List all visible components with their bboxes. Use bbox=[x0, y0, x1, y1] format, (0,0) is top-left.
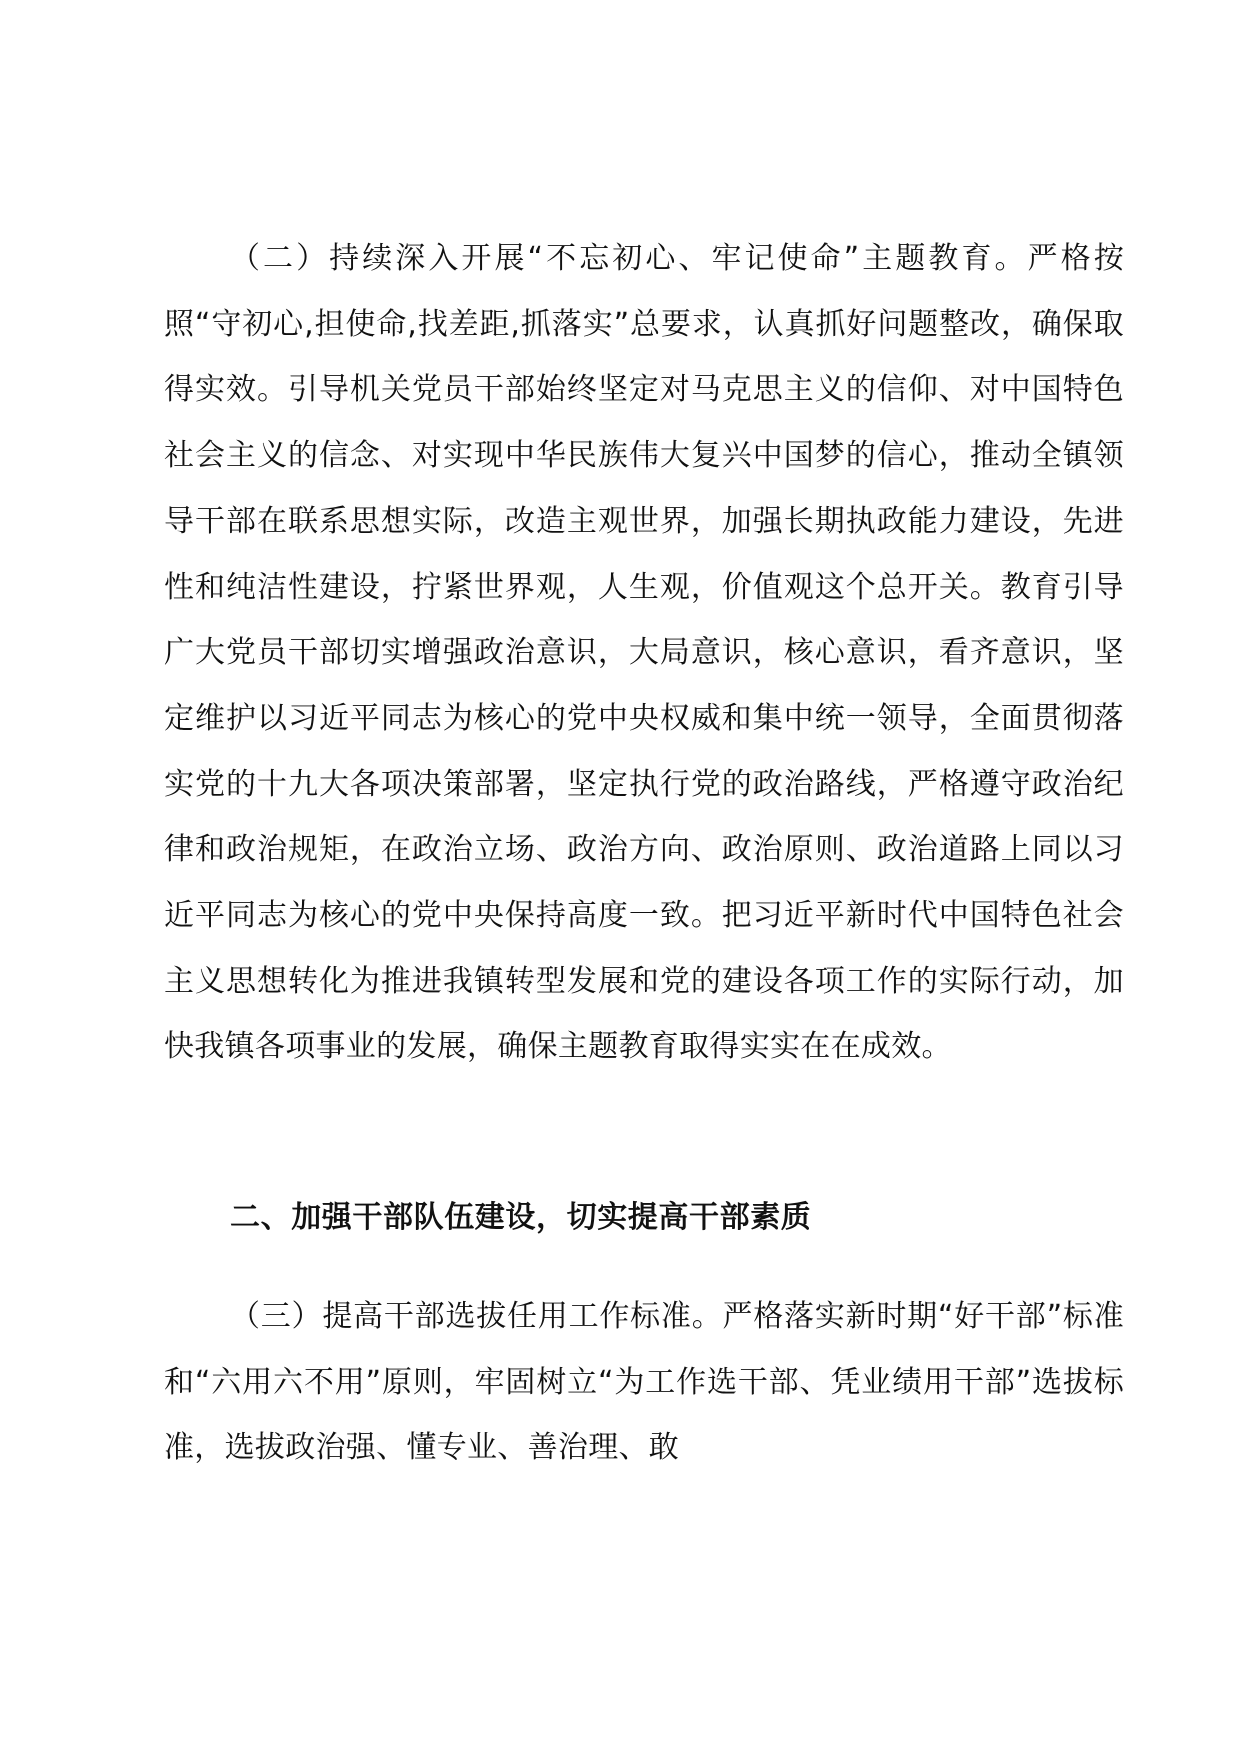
paragraph-theme-education: （二）持续深入开展“不忘初心、牢记使命”主题教育。严格按照“守初心,担使命,找差距,抓落实”总要求，认真抓好问题整改，确保取得实效。引导机关党员干部始终坚定对马克思主义的信仰、对中国特色社会主义的信念、对实现中华民族伟大复兴中国梦的信心，推动全镇领导干部在联系思想实际，改造主观世界，加强长期执政能力建设，先进性和纯洁性建设，拧紧世界观，人生观，价值观这个总开关。教育引导广大党员干部切实增强政治意识，大局意识，核心意识，看齐意识，坚定维护以习近平同志为核心的党中央权威和集中统一领导，全面贯彻落实党的十九大各项决策部署，坚定执行党的政治路线，严格遵守政治纪律和政治规矩，在政治立场、政治方向、政治原则、政治道路上同以习近平同志为核心的党中央保持高度一致。把习近平新时代中国特色社会主义思想转化为推进我镇转型发展和党的建设各项工作的实际行动，加快我镇各项事业的发展，确保主题教育取得实实在在成效。 bbox=[164, 241, 1124, 1065]
section-heading-cadre-team: 二、加强干部队伍建设，切实提高干部素质 bbox=[230, 1200, 812, 1235]
paragraph-cadre-selection: （三）提高干部选拔任用工作标准。严格落实新时期“好干部”标准和“六用六不用”原则，牢固树立“为工作选干部、凭业绩用干部”选拔标准，选拔政治强、懂专业、善治理、敢 bbox=[164, 1299, 1124, 1466]
